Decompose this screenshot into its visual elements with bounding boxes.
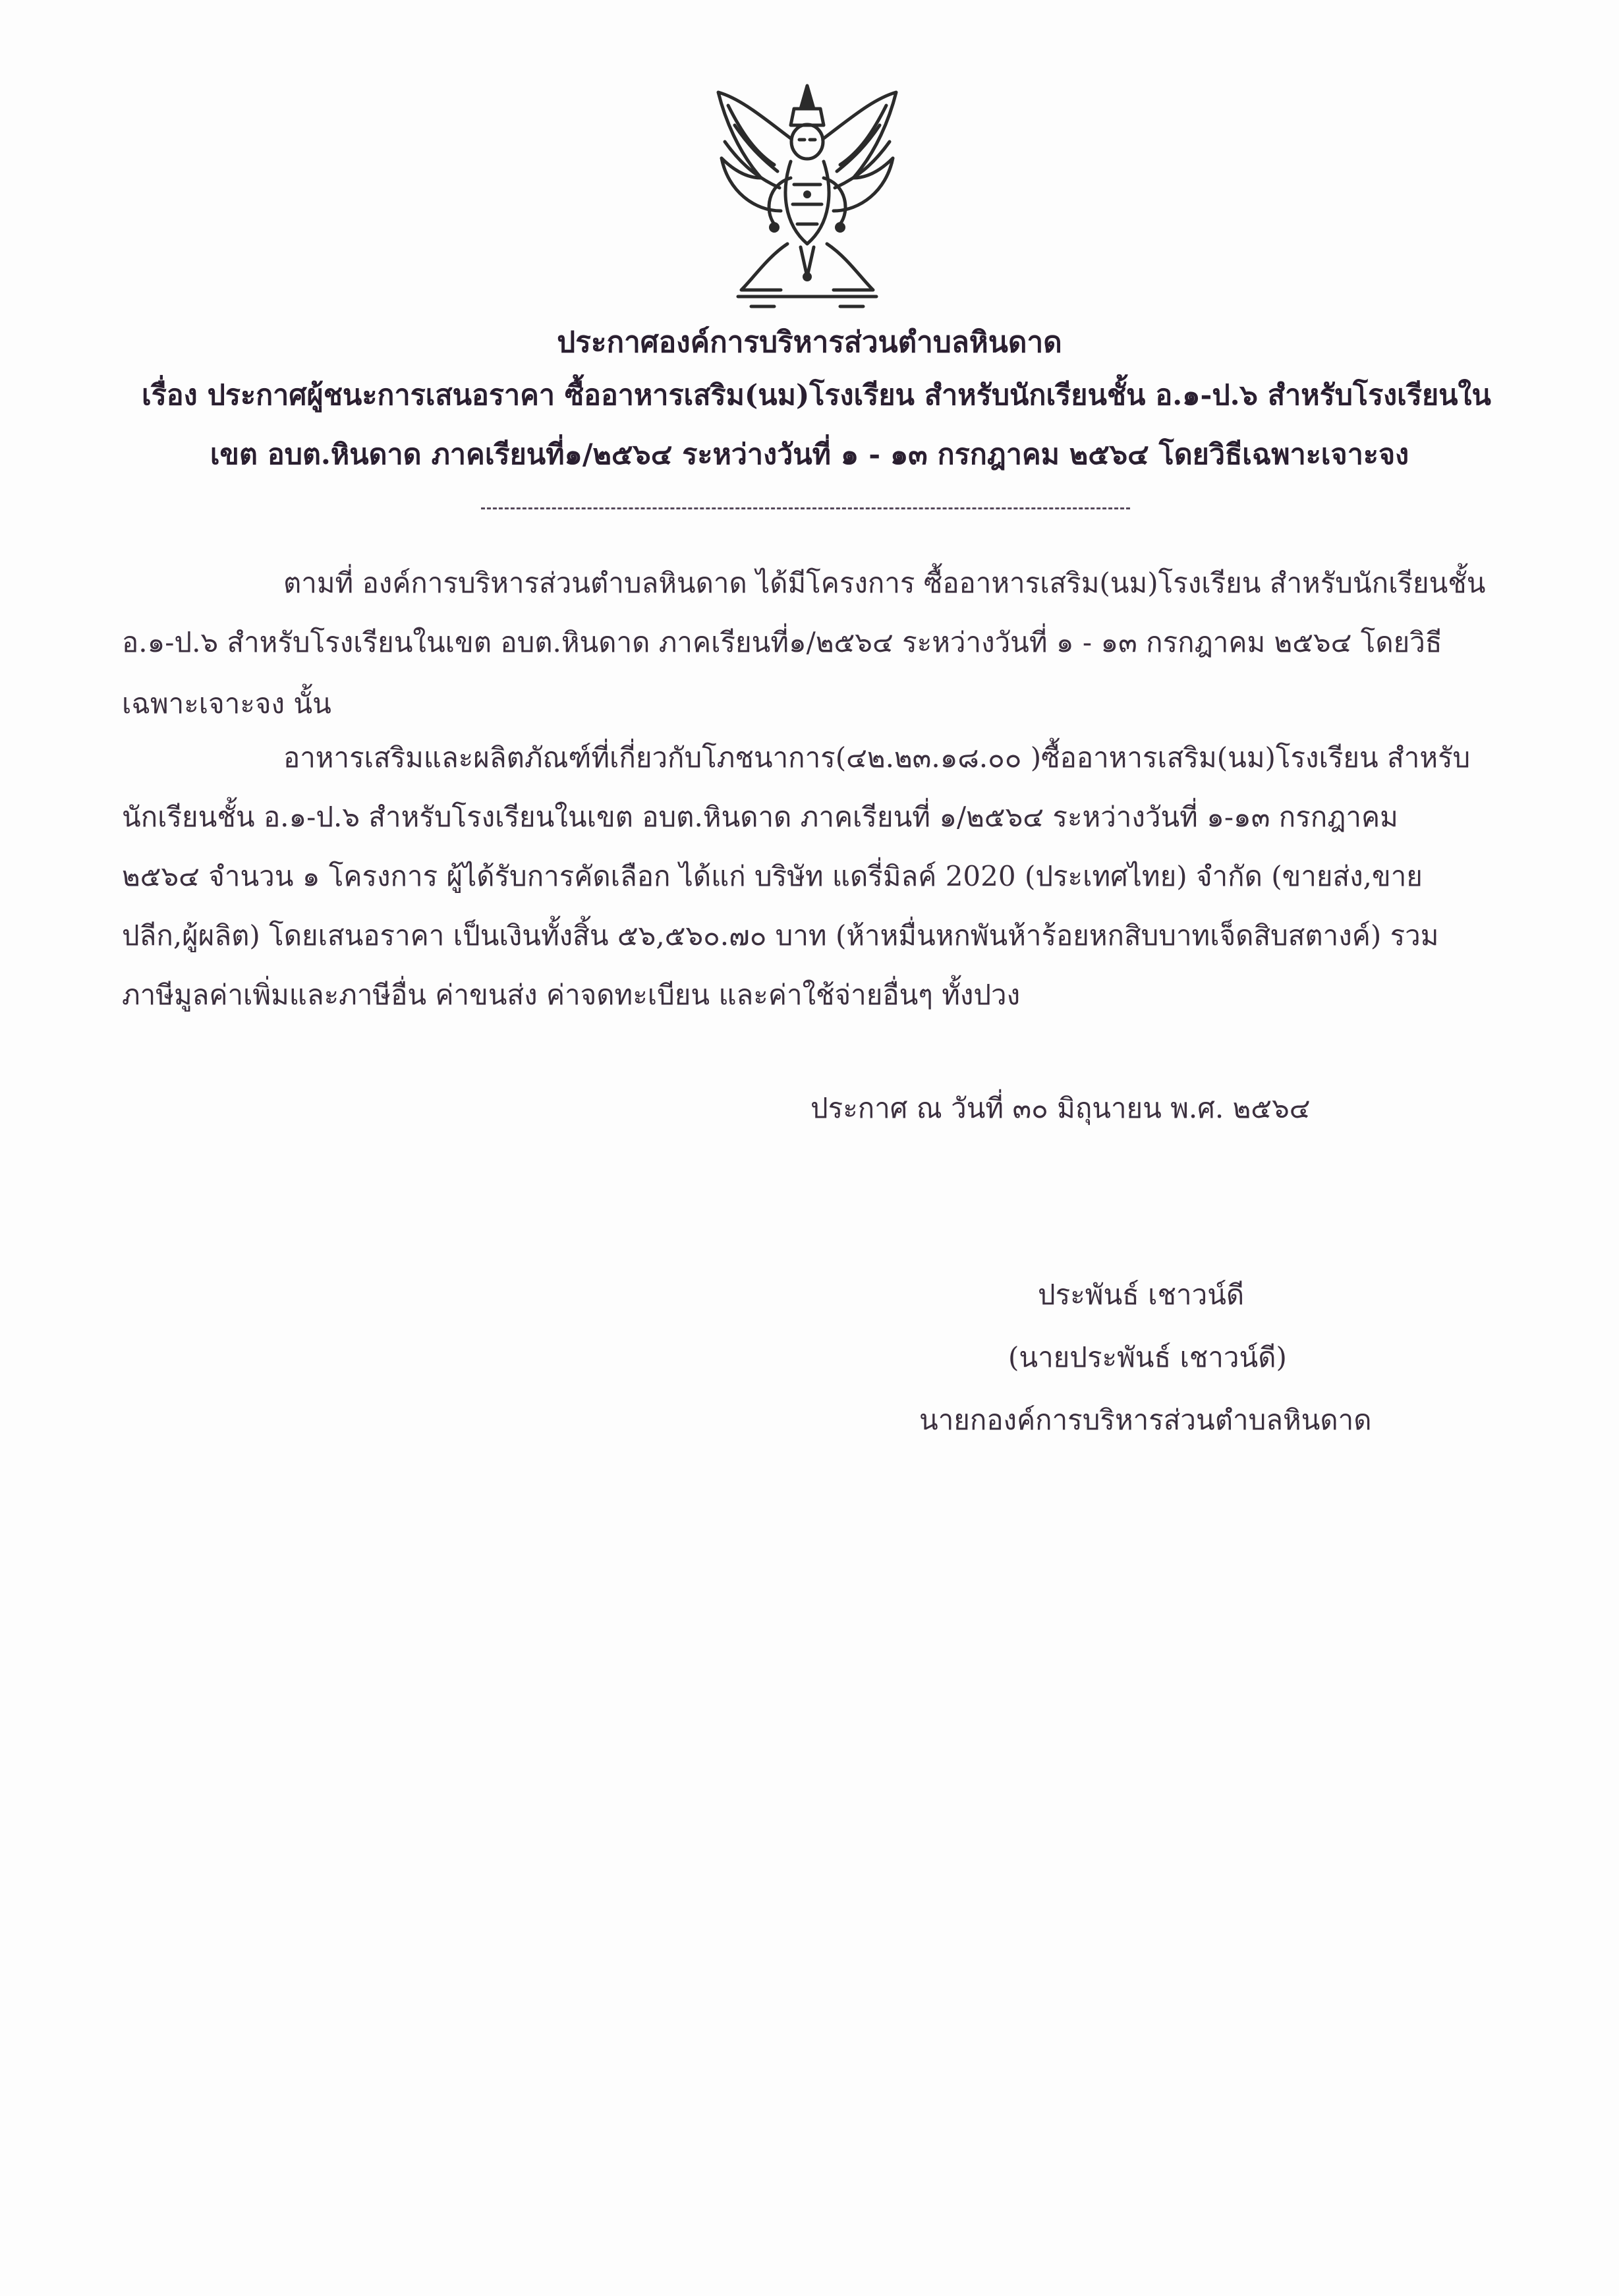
separator-line [481,507,1130,509]
paragraph-2-line-3: ๒๕๖๔ จำนวน ๑ โครงการ ผู้ได้รับการคัดเลือก ได้แก่ บริษัท แดรี่มิลค์ 2020 (ประเทศไทย) จำกัด (ขายส่ง,ขาย [122,860,1423,892]
paragraph-2-line-4: ปลีก,ผู้ผลิต) โดยเสนอราคา เป็นเงินทั้งสิ้น ๕๖,๕๖๐.๗๐ บาท (ห้าหมื่นหกพันห้าร้อยหกสิบบาทเจ็ดสิบสตางค์) รวม [122,919,1439,952]
paragraph-1-line-1: ตามที่ องค์การบริหารส่วนตำบลหินดาด ได้มีโครงการ ซื้ออาหารเสริม(นม)โรงเรียน สำหรับนักเรียนชั้น [283,567,1486,599]
garuda-emblem-icon [702,79,913,323]
paragraph-2-line-1: อาหารเสริมและผลิตภัณฑ์ที่เกี่ยวกับโภชนาการ(๔๒.๒๓.๑๘.๐๐ )ซื้ออาหารเสริม(นม)โรงเรียน สำหรับ [283,741,1471,774]
signer-name: (นายประพันธ์ เชาวน์ดี) [1008,1341,1287,1373]
signer-position: นายกองค์การบริหารส่วนตำบลหินดาด [919,1404,1372,1436]
announcement-date: ประกาศ ณ วันที่ ๓๐ มิถุนายน พ.ศ. ๒๕๖๔ [810,1092,1311,1124]
announcement-title: ประกาศองค์การบริหารส่วนตำบลหินดาด [557,326,1062,359]
subject-line-2: เขต อบต.หินดาด ภาคเรียนที่๑/๒๕๖๔ ระหว่างวันที่ ๑ - ๑๓ กรกฎาคม ๒๕๖๔ โดยวิธีเฉพาะเจาะจง [210,438,1409,471]
paragraph-2-line-2: นักเรียนชั้น อ.๑-ป.๖ สำหรับโรงเรียนในเขต อบต.หินดาด ภาคเรียนที่ ๑/๒๕๖๔ ระหว่างวันที่ ๑-๑๓ กรกฎาคม [122,801,1398,833]
paragraph-1-line-2: อ.๑-ป.๖ สำหรับโรงเรียนในเขต อบต.หินดาด ภาคเรียนที่๑/๒๕๖๔ ระหว่างวันที่ ๑ - ๑๓ กรกฎาคม ๒๕๖๔ โดยวิธี [122,626,1442,658]
subject-line-1: เรื่อง ประกาศผู้ชนะการเสนอราคา ซื้ออาหารเสริม(นม)โรงเรียน สำหรับนักเรียนชั้น อ.๑-ป.๖ สำหรับโรงเรียนใน [142,379,1491,412]
paragraph-2-line-5: ภาษีมูลค่าเพิ่มและภาษีอื่น ค่าขนส่ง ค่าจดทะเบียน และค่าใช้จ่ายอื่นๆ ทั้งปวง [122,979,1021,1011]
paragraph-1-line-3: เฉพาะเจาะจง นั้น [122,687,331,720]
signature: ประพันธ์ เชาวน์ดี [1038,1278,1245,1311]
